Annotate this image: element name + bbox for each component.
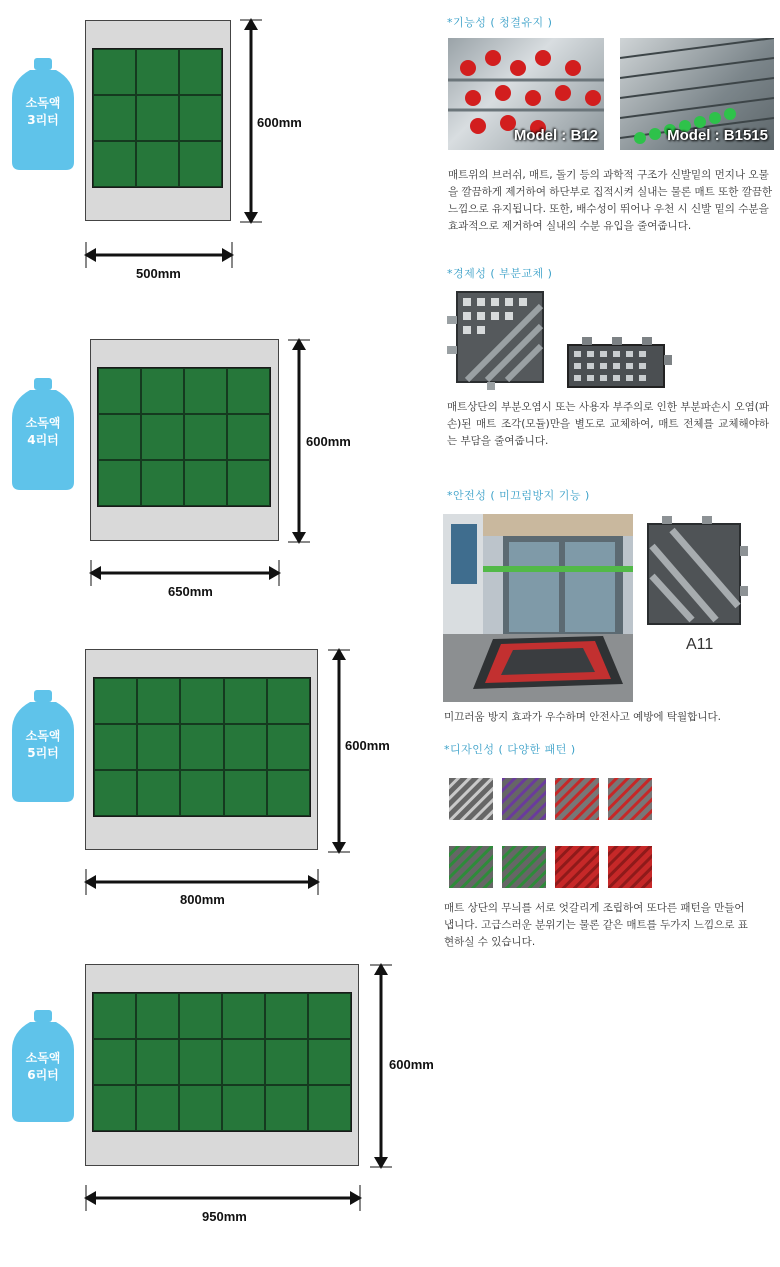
width-label: 650mm <box>168 584 213 599</box>
mat-tile-angled-image <box>447 286 551 392</box>
section-text-safety: 미끄러움 방지 효과가 우수하며 안전사고 예방에 탁월합니다. <box>444 711 721 723</box>
width-arrow <box>84 242 234 268</box>
width-label: 950mm <box>202 1209 247 1224</box>
bottle-label: 소독액 <box>25 96 61 110</box>
bottle-label: 소독액 <box>25 416 61 430</box>
model-b1515-photo <box>620 38 774 150</box>
mat-grid <box>92 48 223 188</box>
bottle-label: 소독액 <box>25 729 61 743</box>
height-label: 600mm <box>257 115 302 130</box>
width-label: 500mm <box>136 266 181 281</box>
model-label: Model : B1515 <box>667 127 768 144</box>
section-title-design: *디자인성 ( 다양한 패턴 ) <box>444 743 576 756</box>
model-label: Model : B12 <box>513 127 598 144</box>
width-arrow <box>84 1185 362 1211</box>
bottle-volume: 4리터 <box>27 433 59 447</box>
height-label: 600mm <box>389 1057 434 1072</box>
height-label: 600mm <box>345 738 390 753</box>
entrance-photo-image <box>443 514 633 702</box>
section-title-economy: *경제성 ( 부분교체 ) <box>447 267 553 280</box>
mat-grid <box>97 367 271 507</box>
bottle-volume: 6리터 <box>27 1068 59 1082</box>
section-text-function: 매트위의 브러쉬, 매트, 돌기 등의 과학적 구조가 신발밑의 먼지나 오물을 깔끔하게 제거하여 하단부로 집적시켜 실내는 물론 매트 또한 깔끔한 느낌으로 유지됩니다. 또한, 배수성이 뛰어나 우천 시 신발 밑의 수분을 효과적으로 제거하여 실내의 수분 유입을 줄여줍니다. <box>448 169 773 232</box>
model-a11-label: A11 <box>686 636 714 653</box>
model-b12-photo <box>448 38 604 150</box>
section-text-economy: 매트상단의 부분오염시 또는 사용자 부주의로 인한 부분파손시 오염(파손)된 매트 조각(모듈)만을 별도로 교체하여, 매트 전체를 교체해야하는 부담을 줄여줍니다. <box>447 401 769 447</box>
height-label: 600mm <box>306 434 351 449</box>
width-arrow <box>89 560 281 586</box>
mat-grid <box>93 677 311 817</box>
section-title-safety: *안전성 ( 미끄럼방지 기능 ) <box>447 489 590 502</box>
mat-tile-flat-image <box>562 337 672 391</box>
pattern-samples <box>447 776 657 896</box>
bottle-label: 소독액 <box>25 1051 61 1065</box>
bottle-volume: 3리터 <box>27 113 59 127</box>
mat-grid <box>92 992 352 1132</box>
section-text-design: 매트 상단의 무늬를 서로 엇갈리게 조립하여 또다른 패턴을 만들어 냅니다. 고급스러운 분위기는 물론 같은 매트를 두가지 느낌으로 표현하실 수 있습니다. <box>444 902 748 948</box>
model-a11-tile-image <box>642 516 748 632</box>
bottle-volume: 5리터 <box>27 746 59 760</box>
section-title-function: *기능성 ( 청결유지 ) <box>447 16 553 29</box>
width-label: 800mm <box>180 892 225 907</box>
pattern-tiles-image <box>447 776 657 896</box>
